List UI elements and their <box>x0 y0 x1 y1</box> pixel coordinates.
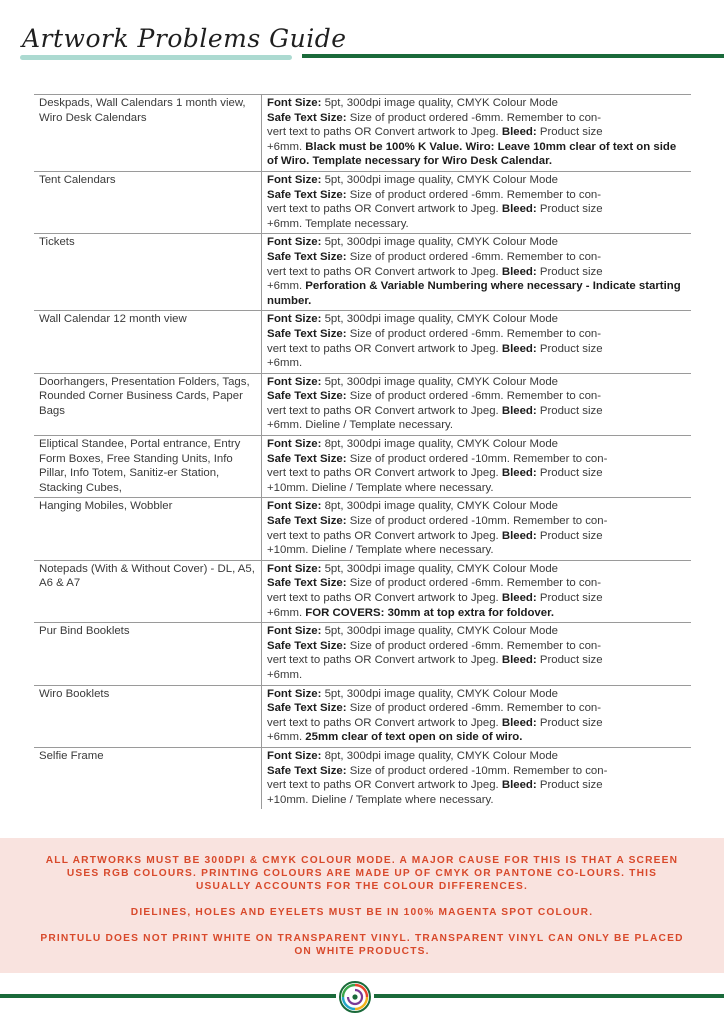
spec-text: +10mm. Dieline / Template where necessary. <box>267 793 494 806</box>
spec-label: Bleed: <box>501 126 537 139</box>
spec-text: Product size <box>536 467 603 480</box>
spec-label: Safe Text Size: <box>267 702 347 715</box>
spec-text: Size of product ordered -6mm. Remember to con- <box>346 639 602 652</box>
spec-label: Font Size: <box>267 687 322 700</box>
table-row <box>34 623 691 685</box>
table-row <box>34 560 691 622</box>
spec-cell <box>262 685 692 747</box>
footer-rule-left <box>0 994 336 998</box>
spec-text: Size of product ordered -10mm. Remember to con- <box>346 764 608 777</box>
notice-white-vinyl: PRINTULU DOES NOT PRINT WHITE ON TRANSPARENT VINYL. TRANSPARENT VINYL CAN ONLY BE PLACED ON WHITE PRODUCTS. <box>40 933 684 957</box>
spec-label: Font Size: <box>267 375 322 388</box>
spec-text: 5pt, 300dpi image quality, CMYK Colour Mode <box>321 375 559 388</box>
spec-label: Bleed: <box>501 716 537 729</box>
spec-label: Bleed: <box>501 404 537 417</box>
page-title: Artwork Problems Guide <box>22 24 347 53</box>
spec-text: Size of product ordered -6mm. Remember to con- <box>346 111 602 124</box>
spec-text: Product size <box>536 592 603 604</box>
spec-text: Product size <box>536 716 603 729</box>
spec-text: 5pt, 300dpi image quality, CMYK Colour Mode <box>321 562 559 575</box>
spec-text: vert text to paths OR Convert artwork to Jpeg. <box>267 529 502 542</box>
spec-label: Font Size: <box>267 97 322 109</box>
spec-cell <box>262 560 692 622</box>
spec-text: Size of product ordered -6mm. Remember to con- <box>346 577 602 590</box>
spec-text: 5pt, 300dpi image quality, CMYK Colour Mode <box>321 97 559 109</box>
table-row <box>34 234 691 311</box>
spec-label: Safe Text Size: <box>267 639 347 652</box>
spec-cell <box>262 498 692 560</box>
spec-text: +6mm. <box>267 668 303 681</box>
spec-label: Safe Text Size: <box>267 188 347 201</box>
spec-text: Size of product ordered -6mm. Remember to con- <box>346 188 602 201</box>
spec-label: Bleed: <box>501 654 537 667</box>
spec-label: Font Size: <box>267 236 322 249</box>
spec-label: Safe Text Size: <box>267 327 347 340</box>
spec-text: vert text to paths OR Convert artwork to Jpeg. <box>267 467 502 480</box>
spec-text: +6mm. <box>267 357 303 370</box>
notice-cmyk: ALL ARTWORKS MUST BE 300DPI & CMYK COLOUR MODE. A MAJOR CAUSE FOR THIS IS THAT A SCREEN USES RGB COLOURS. PRINTING COLOURS ARE MADE UP OF CMYK OR PANTONE CO-LOURS. THIS USUALLY ACCOUNTS FOR THE COLOUR DIFFERENCES. <box>45 855 679 892</box>
spec-text: Size of product ordered -10mm. Remember to con- <box>346 452 608 465</box>
spec-text: Product size <box>536 265 603 278</box>
spec-text: vert text to paths OR Convert artwork to Jpeg. <box>267 716 502 729</box>
spec-text: Size of product ordered -6mm. Remember to con- <box>346 250 602 263</box>
spec-text: +6mm. <box>267 731 306 744</box>
table-row <box>34 685 691 747</box>
title-underline-decoration <box>20 55 292 60</box>
spec-text: 5pt, 300dpi image quality, CMYK Colour Mode <box>321 687 559 700</box>
spec-text: Product size <box>536 342 603 355</box>
spec-label: Bleed: <box>501 779 537 792</box>
spec-label: Font Size: <box>267 500 322 513</box>
spec-text: +6mm. <box>267 606 306 619</box>
spec-text: Size of product ordered -6mm. Remember to con- <box>346 390 602 403</box>
spec-label: Safe Text Size: <box>267 390 347 403</box>
table-row <box>34 95 691 172</box>
spec-label: Perforation & Variable Numbering where necessary - Indicate starting number. <box>267 280 681 307</box>
table-row <box>34 373 691 435</box>
table-row <box>34 436 691 498</box>
header-rule <box>302 54 724 58</box>
spec-label: FOR COVERS: 30mm at top extra for foldover. <box>305 606 555 619</box>
spec-text: Product size <box>536 126 603 139</box>
page-header <box>0 0 724 80</box>
spec-label: Bleed: <box>501 467 537 480</box>
spec-label: Font Size: <box>267 625 322 638</box>
spec-text: Product size <box>536 529 603 542</box>
spec-text: vert text to paths OR Convert artwork to Jpeg. <box>267 779 502 792</box>
printulu-logo-icon <box>339 981 371 1013</box>
spec-text: 8pt, 300dpi image quality, CMYK Colour Mode <box>321 500 559 513</box>
spec-text: +6mm. Template necessary. <box>267 217 409 230</box>
spec-label: Font Size: <box>267 749 322 762</box>
spec-label: Bleed: <box>501 592 537 604</box>
footer-rule-right <box>374 994 724 998</box>
spec-text: +10mm. Dieline / Template where necessary. <box>267 544 494 557</box>
spec-text: +10mm. Dieline / Template where necessary. <box>267 481 494 494</box>
spec-label: Safe Text Size: <box>267 764 347 777</box>
product-cell: Eliptical Standee, Portal entrance, Entry Form Boxes, Free Standing Units, Info Pillar, Info Totem, Sanitiz-er Station, Stacking Cubes, <box>34 436 262 498</box>
artwork-guide-table <box>34 94 691 809</box>
notice-panel <box>0 838 724 973</box>
spec-text: vert text to paths OR Convert artwork to Jpeg. <box>267 654 502 667</box>
spec-label: Safe Text Size: <box>267 515 347 528</box>
spec-cell <box>262 171 692 233</box>
spec-label: Font Size: <box>267 173 322 186</box>
spec-text: 5pt, 300dpi image quality, CMYK Colour Mode <box>321 313 559 326</box>
spec-text: Size of product ordered -6mm. Remember to con- <box>346 702 602 715</box>
spec-text: vert text to paths OR Convert artwork to Jpeg. <box>267 404 502 417</box>
spec-cell <box>262 311 692 373</box>
spec-label: Safe Text Size: <box>267 577 347 590</box>
product-cell: Wall Calendar 12 month view <box>34 311 262 373</box>
spec-text: Product size <box>536 203 603 216</box>
spec-text: 8pt, 300dpi image quality, CMYK Colour Mode <box>321 749 559 762</box>
spec-label: 25mm clear of text open on side of wiro. <box>305 731 523 744</box>
table-row <box>34 498 691 560</box>
spec-cell <box>262 95 692 172</box>
spec-label: Black must be 100% K Value. Wiro: Leave 10mm clear of text on side of Wiro. Template necessary for Wiro Desk Calendar. <box>267 140 677 168</box>
spec-label: Bleed: <box>501 265 537 278</box>
spec-label: Bleed: <box>501 342 537 355</box>
artwork-guide-table-wrap <box>34 94 691 809</box>
spec-label: Font Size: <box>267 438 322 451</box>
product-cell: Pur Bind Booklets <box>34 623 262 685</box>
spec-text: vert text to paths OR Convert artwork to Jpeg. <box>267 126 502 139</box>
table-row <box>34 171 691 233</box>
spec-text: Product size <box>536 654 603 667</box>
spec-text: 5pt, 300dpi image quality, CMYK Colour Mode <box>321 236 559 249</box>
product-cell: Wiro Booklets <box>34 685 262 747</box>
spec-text: Product size <box>536 779 603 792</box>
spec-label: Font Size: <box>267 313 322 326</box>
product-cell: Tickets <box>34 234 262 311</box>
product-cell: Deskpads, Wall Calendars 1 month view, Wiro Desk Calendars <box>34 95 262 172</box>
spec-text: vert text to paths OR Convert artwork to Jpeg. <box>267 265 502 278</box>
table-row <box>34 747 691 809</box>
spec-text: vert text to paths OR Convert artwork to Jpeg. <box>267 592 502 604</box>
product-cell: Doorhangers, Presentation Folders, Tags, Rounded Corner Business Cards, Paper Bags <box>34 373 262 435</box>
spec-text: Size of product ordered -10mm. Remember to con- <box>346 515 608 528</box>
spec-cell <box>262 623 692 685</box>
spec-cell <box>262 234 692 311</box>
product-cell: Selfie Frame <box>34 747 262 809</box>
spec-cell <box>262 373 692 435</box>
spec-cell <box>262 747 692 809</box>
spec-text: vert text to paths OR Convert artwork to Jpeg. <box>267 203 502 216</box>
spec-label: Font Size: <box>267 562 322 575</box>
spec-text: Product size <box>536 404 603 417</box>
spec-text: +6mm. <box>267 280 306 293</box>
spec-cell <box>262 436 692 498</box>
notice-dielines: DIELINES, HOLES AND EYELETS MUST BE IN 100% MAGENTA SPOT COLOUR. <box>130 907 594 918</box>
spec-text: Size of product ordered -6mm. Remember to con- <box>346 327 602 340</box>
spec-text: 5pt, 300dpi image quality, CMYK Colour Mode <box>321 625 559 638</box>
spec-label: Bleed: <box>501 529 537 542</box>
spec-text: vert text to paths OR Convert artwork to Jpeg. <box>267 342 502 355</box>
spec-label: Safe Text Size: <box>267 250 347 263</box>
spec-text: +6mm. <box>267 140 306 153</box>
product-cell: Hanging Mobiles, Wobbler <box>34 498 262 560</box>
spec-label: Bleed: <box>501 203 537 216</box>
spec-label: Safe Text Size: <box>267 111 347 124</box>
spec-text: 5pt, 300dpi image quality, CMYK Colour Mode <box>321 173 559 186</box>
spec-text: +6mm. Dieline / Template necessary. <box>267 419 454 432</box>
product-cell: Tent Calendars <box>34 171 262 233</box>
product-cell: Notepads (With & Without Cover) - DL, A5, A6 & A7 <box>34 560 262 622</box>
spec-text: 8pt, 300dpi image quality, CMYK Colour Mode <box>321 438 559 451</box>
table-row <box>34 311 691 373</box>
spec-label: Safe Text Size: <box>267 452 347 465</box>
